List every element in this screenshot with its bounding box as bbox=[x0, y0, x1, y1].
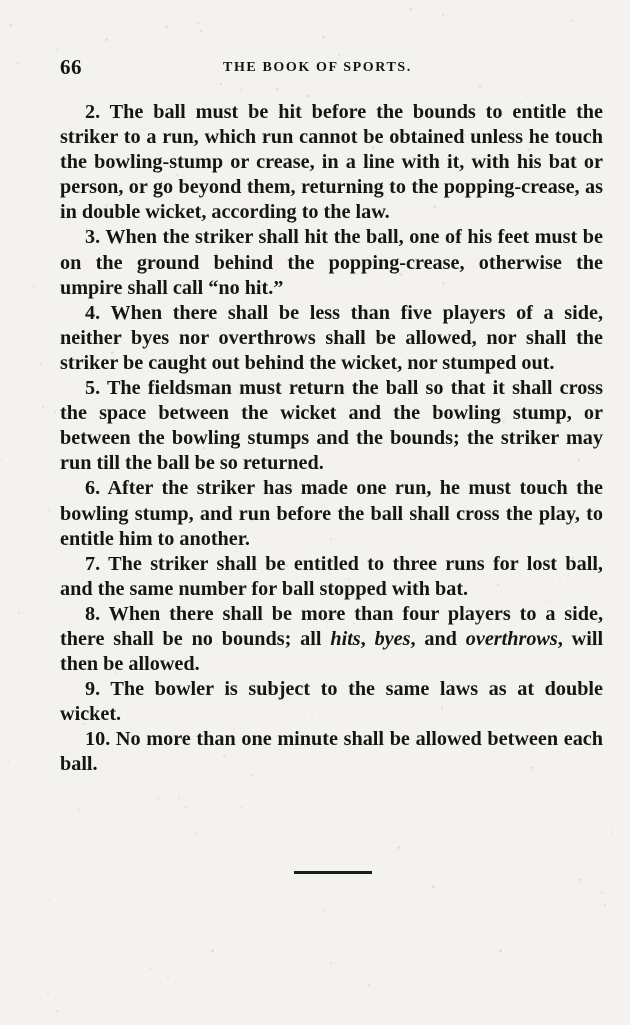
separator: , and bbox=[410, 627, 457, 650]
separator: , bbox=[360, 627, 366, 650]
rule-9 bbox=[60, 677, 603, 727]
rule-4 bbox=[60, 301, 603, 376]
rule-text: When there shall be more than four players to a side, there shall be no bounds; all bbox=[60, 602, 603, 650]
section-end-rule bbox=[294, 871, 372, 874]
rule-number: 8. bbox=[85, 602, 101, 625]
rule-number: 3. bbox=[85, 226, 101, 249]
rule-2 bbox=[60, 100, 603, 225]
rule-text: When the striker shall hit the ball, one of his feet must be on the ground behind the popping-crease, otherwise the umpire shall call “no hit.” bbox=[60, 226, 603, 299]
rule-text: When there shall be less than five players of a side, neither byes nor overthrows shall be allowed, nor shall the striker be caught out behind the wicket, nor stumped out. bbox=[60, 301, 603, 374]
rule-text: The ball must be hit before the bounds to entitle the striker to a run, which run cannot be obtained unless he touch the bowling-stump or crease, in a line with it, with his bat or person, or go beyond them, returning to the popping-crease, as in double wicket, according to the law. bbox=[60, 101, 603, 224]
rules-text bbox=[60, 100, 603, 778]
rule-text: The bowler is subject to the same laws as at double wicket. bbox=[60, 678, 604, 726]
rule-number: 6. bbox=[85, 477, 101, 500]
rule-7 bbox=[60, 552, 603, 602]
page-number: 66 bbox=[60, 55, 82, 79]
rule-6 bbox=[60, 476, 603, 551]
rule-8 bbox=[60, 602, 603, 677]
rule-number: 4. bbox=[85, 301, 101, 324]
rule-number: 9. bbox=[85, 678, 101, 701]
rule-number: 10. bbox=[85, 728, 111, 751]
rule-text: The fieldsman must return the ball so that it shall cross the space between the wicket and the bowling stump, or between the bowling stumps and the bounds; the striker may run till the ball be so returned. bbox=[60, 377, 603, 475]
rule-5 bbox=[60, 376, 603, 476]
rule-number: 2. bbox=[85, 101, 101, 123]
italic-term: overthrows bbox=[465, 627, 558, 650]
rule-text: No more than one minute shall be allowed between each ball. bbox=[60, 728, 603, 776]
running-head bbox=[60, 55, 603, 79]
italic-term: hits bbox=[330, 627, 361, 650]
rule-10 bbox=[60, 727, 603, 777]
rule-text: , will then be allowed. bbox=[60, 627, 604, 676]
rule-number: 7. bbox=[85, 552, 101, 575]
book-title: THE BOOK OF SPORTS. bbox=[223, 60, 412, 75]
rule-text: The striker shall be entitled to three runs for lost ball, and the same number for ball stopped with bat. bbox=[60, 552, 603, 600]
rule-number: 5. bbox=[85, 377, 101, 400]
rule-text: After the striker has made one run, he must touch the bowling stump, and run before the ball shall cross the play, to entitle him to another. bbox=[60, 477, 604, 550]
italic-term: byes bbox=[374, 627, 411, 650]
rule-3 bbox=[60, 225, 603, 300]
